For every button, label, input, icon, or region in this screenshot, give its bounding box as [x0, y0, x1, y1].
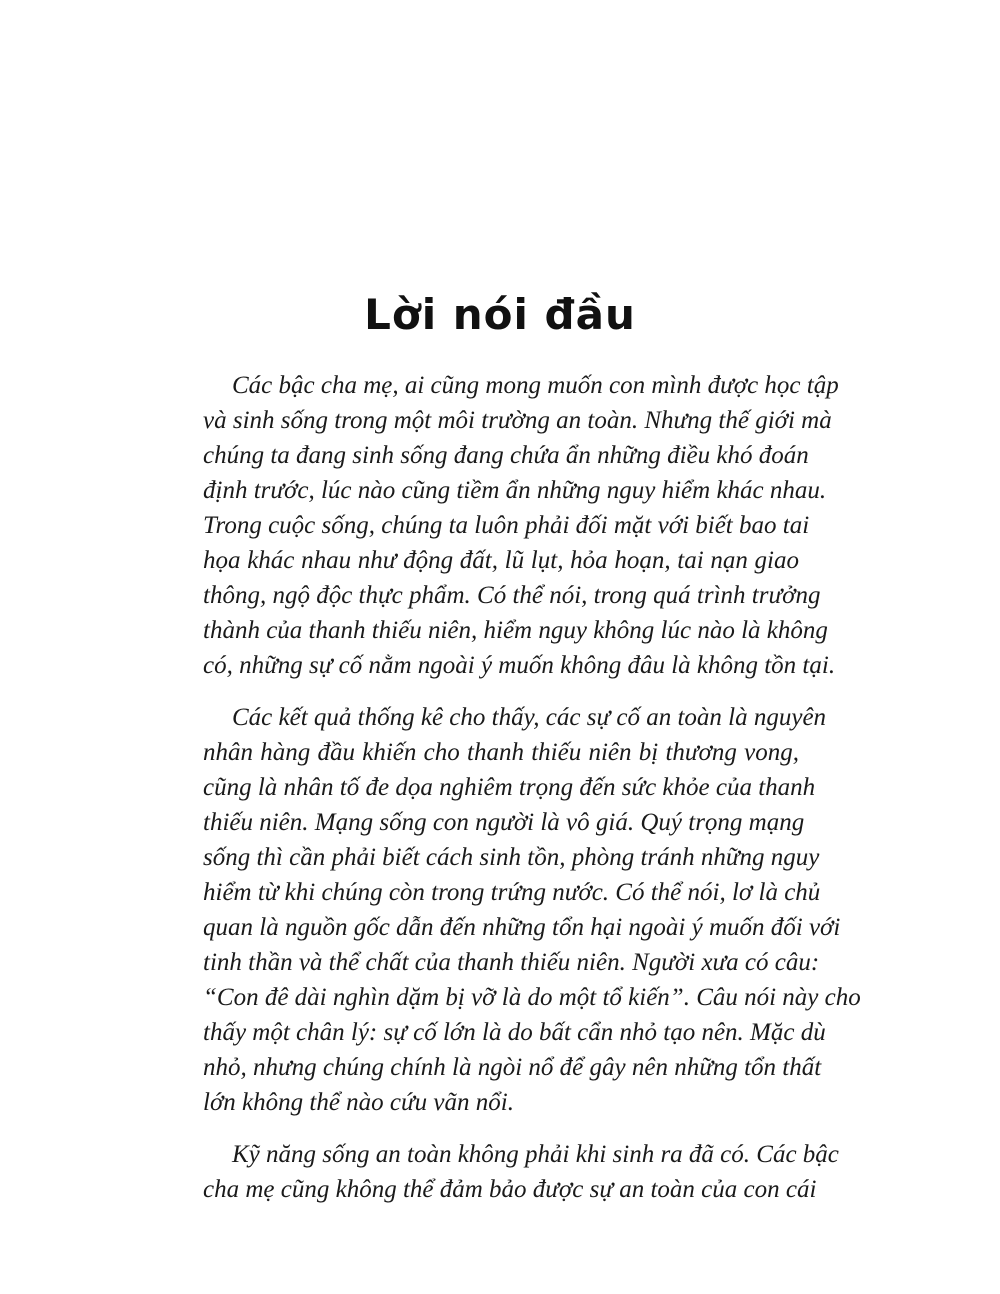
text-line: nhỏ, nhưng chúng chính là ngòi nổ để gây nên những tổn thất: [203, 1054, 822, 1081]
text-line: Các bậc cha mẹ, ai cũng mong muốn con mình được học tập: [232, 372, 839, 399]
text-line: sống thì cần phải biết cách sinh tồn, phòng tránh những nguy: [203, 844, 820, 871]
text-line: tinh thần và thể chất của thanh thiếu niên. Người xưa có câu:: [203, 949, 820, 976]
text-line: “Con đê dài nghìn dặm bị vỡ là do một tổ kiến”. Câu nói này cho: [203, 984, 861, 1011]
text-line: và sinh sống trong một môi trường an toàn. Nhưng thế giới mà: [203, 407, 832, 434]
body-text: [203, 368, 861, 1224]
text-line: thông, ngộ độc thực phẩm. Có thể nói, trong quá trình trưởng: [203, 582, 821, 609]
text-line: cũng là nhân tố đe dọa nghiêm trọng đến sức khỏe của thanh: [203, 774, 816, 801]
paragraph: [203, 1137, 839, 1207]
text-line: nhân hàng đầu khiến cho thanh thiếu niên bị thương vong,: [203, 739, 799, 766]
text-line: hiểm từ khi chúng còn trong trứng nước. Có thể nói, lơ là chủ: [203, 879, 821, 906]
text-line: chúng ta đang sinh sống đang chứa ẩn những điều khó đoán: [203, 442, 809, 469]
text-line: thành của thanh thiếu niên, hiểm nguy không lúc nào là không: [203, 617, 828, 644]
paragraph: [203, 700, 861, 1120]
page-title: Lời nói đầu: [364, 290, 636, 340]
text-line: có, những sự cố nằm ngoài ý muốn không đâu là không tồn tại.: [203, 652, 836, 679]
text-line: cha mẹ cũng không thể đảm bảo được sự an toàn của con cái: [203, 1176, 817, 1203]
text-line: Kỹ năng sống an toàn không phải khi sinh ra đã có. Các bậc: [232, 1141, 839, 1168]
text-line: lớn không thể nào cứu vãn nổi.: [203, 1089, 514, 1116]
text-line: thiếu niên. Mạng sống con người là vô giá. Quý trọng mạng: [203, 809, 805, 836]
text-line: Các kết quả thống kê cho thấy, các sự cố an toàn là nguyên: [232, 704, 827, 731]
text-line: định trước, lúc nào cũng tiềm ẩn những nguy hiểm khác nhau.: [203, 477, 827, 504]
text-line: Trong cuộc sống, chúng ta luôn phải đối mặt với biết bao tai: [203, 512, 810, 539]
text-line: quan là nguồn gốc dẫn đến những tổn hại ngoài ý muốn đối với: [203, 914, 841, 941]
text-line: thấy một chân lý: sự cố lớn là do bất cẩn nhỏ tạo nên. Mặc dù: [203, 1019, 826, 1046]
paragraph: [203, 368, 839, 683]
text-line: họa khác nhau như động đất, lũ lụt, hỏa hoạn, tai nạn giao: [203, 547, 799, 574]
